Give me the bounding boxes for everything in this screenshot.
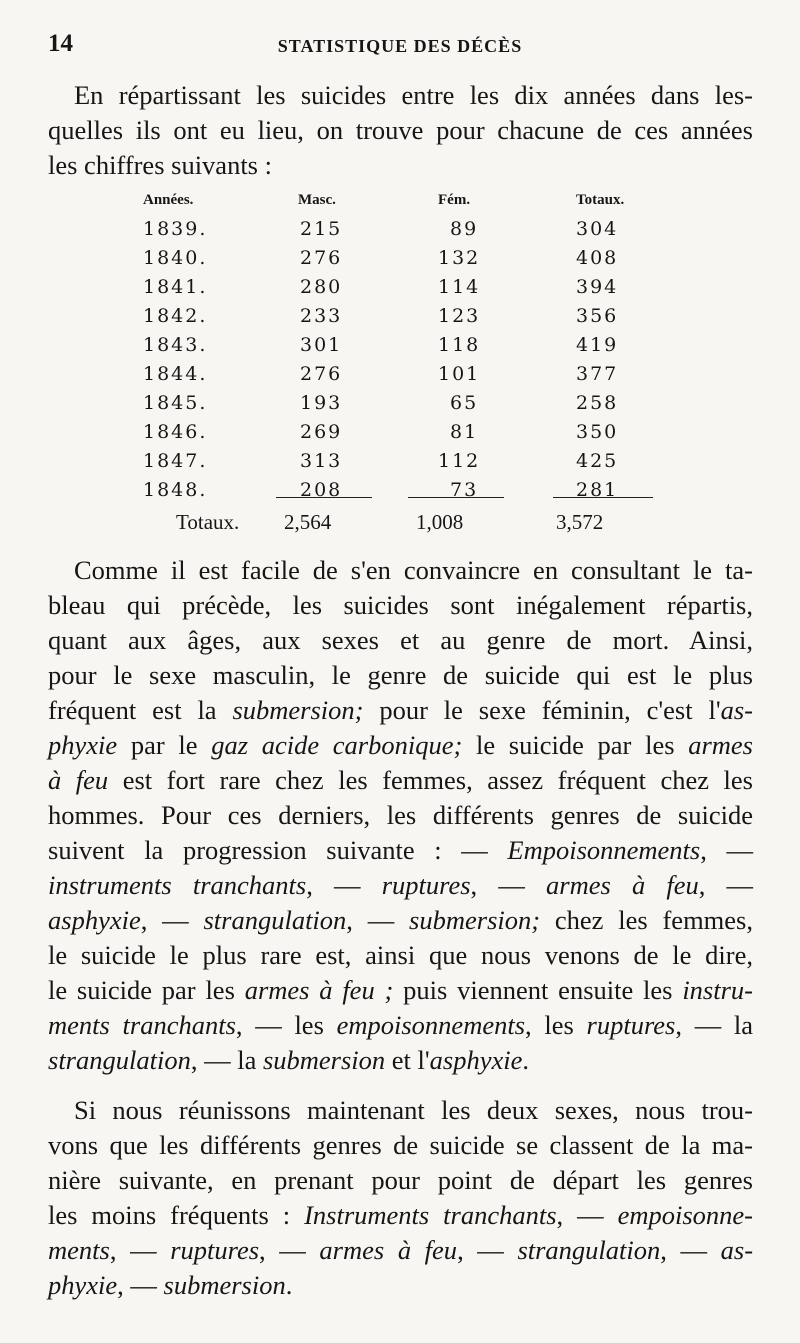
- cell-male: 215: [300, 218, 343, 240]
- text-line: En répartissant les suicides entre les dix années dans les-: [74, 80, 753, 110]
- text-line: le suicide par les armes à feu ; puis viennent ensuite les instru-: [48, 975, 753, 1005]
- cell-total: 419: [576, 334, 619, 356]
- table-row: [48, 363, 753, 391]
- table-row: [48, 305, 753, 333]
- text-line: quant aux âges, aux sexes et au genre de mort. Ainsi,: [48, 625, 753, 655]
- cell-year: 1843.: [143, 334, 208, 356]
- column-header-female: Fém.: [438, 192, 471, 208]
- cell-total: 304: [576, 218, 619, 240]
- cell-year: 1844.: [143, 363, 208, 385]
- cell-year: 1840.: [143, 247, 208, 269]
- cell-total: 350: [576, 421, 619, 443]
- cell-year: 1842.: [143, 305, 208, 327]
- cell-male: 276: [300, 363, 343, 385]
- cell-female: 73: [450, 479, 479, 501]
- text-line: Si nous réunissons maintenant les deux sexes, nous trou-: [74, 1095, 753, 1125]
- cell-total: 408: [576, 247, 619, 269]
- table-row: [48, 276, 753, 304]
- cell-total: 258: [576, 392, 619, 414]
- text-line: vons que les différents genres de suicide se classent de la ma-: [48, 1130, 753, 1160]
- cell-female: 132: [438, 247, 481, 269]
- text-line: le suicide le plus rare est, ainsi que nous venons de le dire,: [48, 940, 753, 970]
- text-line: asphyxie, — strangulation, — submersion; chez les femmes,: [48, 905, 753, 935]
- cell-female: 114: [438, 276, 481, 298]
- text-line: les chiffres suivants :: [48, 150, 272, 180]
- cell-male: 233: [300, 305, 343, 327]
- cell-year: 1847.: [143, 450, 208, 472]
- cell-total: 281: [576, 479, 619, 501]
- cell-female: 81: [450, 421, 479, 443]
- table-row: [48, 334, 753, 362]
- running-title: STATISTIQUE DES DÉCÈS: [277, 36, 523, 56]
- total-all: 3,572: [556, 510, 604, 534]
- cell-year: 1848.: [143, 479, 208, 501]
- table-row: [48, 218, 753, 246]
- sum-rule: [553, 497, 653, 498]
- text-line: les moins fréquents : Instruments tranchants, — empoisonne-: [48, 1200, 754, 1230]
- table-row: [48, 247, 753, 275]
- page-header: [48, 30, 752, 64]
- cell-total: 377: [576, 363, 619, 385]
- cell-male: 280: [300, 276, 343, 298]
- column-header-totals: Totaux.: [576, 192, 625, 208]
- cell-female: 118: [438, 334, 481, 356]
- text-line: phyxie par le gaz acide carbonique; le suicide par les armes: [48, 730, 753, 760]
- table-row: [48, 392, 753, 420]
- table-row: [48, 479, 753, 507]
- text-line: hommes. Pour ces derniers, les différents genres de suicide: [48, 800, 753, 830]
- cell-male: 193: [300, 392, 343, 414]
- text-line: Comme il est facile de s'en convaincre en consultant le ta-: [74, 555, 753, 585]
- cell-year: 1845.: [143, 392, 208, 414]
- text-line: pour le sexe masculin, le genre de suicide qui est le plus: [48, 660, 753, 690]
- body-paragraph-2: [48, 553, 753, 1078]
- cell-year: 1846.: [143, 421, 208, 443]
- cell-total: 394: [576, 276, 619, 298]
- sum-rule: [408, 497, 504, 498]
- table-row: [48, 421, 753, 449]
- text-line: instruments tranchants, — ruptures, — armes à feu, —: [48, 870, 754, 900]
- cell-male: 313: [300, 450, 343, 472]
- text-line: bleau qui précède, les suicides sont inégalement répartis,: [48, 590, 753, 620]
- table-totals-row: [48, 510, 753, 538]
- cell-male: 269: [300, 421, 343, 443]
- text-line: nière suivante, en prenant pour point de départ les genres: [48, 1165, 753, 1195]
- text-line: ments tranchants, — les empoisonnements, les ruptures, — la: [48, 1010, 754, 1040]
- text-line: suivent la progression suivante : — Empoisonnements, —: [48, 835, 754, 865]
- cell-female: 112: [438, 450, 481, 472]
- cell-female: 65: [450, 392, 479, 414]
- sum-rule: [276, 497, 372, 498]
- table-header: [48, 192, 753, 216]
- cell-female: 89: [450, 218, 479, 240]
- cell-male: 208: [300, 479, 343, 501]
- text-line: phyxie, — submersion.: [48, 1270, 293, 1300]
- cell-year: 1839.: [143, 218, 208, 240]
- text-line: à feu est fort rare chez les femmes, assez fréquent chez les: [48, 765, 753, 795]
- body-paragraph-3: [48, 1093, 753, 1303]
- cell-total: 425: [576, 450, 619, 472]
- cell-year: 1841.: [143, 276, 208, 298]
- cell-female: 101: [438, 363, 481, 385]
- totals-label: Totaux.: [176, 510, 240, 534]
- intro-paragraph: [48, 78, 753, 183]
- text-line: quelles ils ont eu lieu, on trouve pour chacune de ces années: [48, 115, 753, 145]
- text-line: strangulation, — la submersion et l'asphyxie.: [48, 1045, 530, 1075]
- cell-total: 356: [576, 305, 619, 327]
- text-line: fréquent est la submersion; pour le sexe féminin, c'est l'as-: [48, 695, 753, 725]
- total-female: 1,008: [416, 510, 464, 534]
- table-row: [48, 450, 753, 478]
- total-male: 2,564: [284, 510, 332, 534]
- cell-male: 276: [300, 247, 343, 269]
- column-header-male: Masc.: [298, 192, 336, 208]
- text-line: ments, — ruptures, — armes à feu, — strangulation, — as-: [48, 1235, 754, 1265]
- cell-male: 301: [300, 334, 343, 356]
- cell-female: 123: [438, 305, 481, 327]
- column-header-years: Années.: [143, 192, 194, 208]
- page-number: 14: [48, 30, 73, 57]
